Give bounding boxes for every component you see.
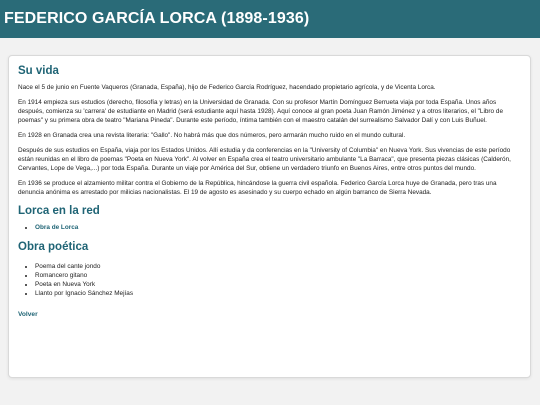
vida-paragraph: Después de sus estudios en España, viaja por los Estados Unidos. Allí estudia y da conferencias en la "University of Columbia" en Nueva York. Sus vivencias de este período están reunidas en el libro de poemas "Poeta en Nueva York". Al volver en España crea el teatro universitario ambulante "La Barraca", que presenta piezas clásicas (Calderón, Cervantes, Lope de Vega,...) por toda España. Durante un viaje por América del Sur, obtiene un verdadero triunfo en Buenos Aires, entre otros puntos del mundo. [18,147,511,172]
vida-paragraph: Nace el 5 de junio en Fuente Vaqueros (Granada, España), hijo de Federico García Rodríguez, hacendado propietario agrícola, y de Vicenta Lorca. [18,84,436,91]
link-obra-de-lorca[interactable]: Obra de Lorca [35,224,79,231]
vida-paragraph: En 1914 empieza sus estudios (derecho, filosofía y letras) en la Universidad de Granada. Con su profesor Martín Domínguez Berrueta viaja por toda España. Unos años después, comienza su 'carrera' de estudiante en Madrid (será estudiante aquí hasta 1928). Aquí conoce al gran poeta Juan Ramón Jiménez y a otros literarios, el "Libro de poemas" y su primera obra de teatro "Mariana Pineda". Durante este período, íntima también con el maestro catalán del surrealismo Salvador Dalí y con Luis Buñuel. [18,99,503,124]
vida-paragraph: En 1936 se produce el alzamiento militar contra el Gobierno de la República, hincándose la guerra civil española. Federico García Lorca huye de Granada, pero tras una denuncia anónima es arrestado por milicias nacionalistas. El 19 de agosto es asesinado y su cuerpo echado en algún barranco de Sierra Nevada. [18,180,497,196]
page-header [0,0,540,38]
section-heading-obra: Obra poética [18,241,89,253]
content-card [8,55,531,378]
section-heading-vida: Su vida [18,65,59,77]
works-list [18,262,521,298]
list-item: • Poeta en Nueva York [35,280,521,289]
links-list [18,223,521,232]
page-title: FEDERICO GARCÍA LORCA (1898-1936) [4,10,310,27]
section-heading-red: Lorca en la red [18,205,100,217]
list-item: • Romancero gitano [35,271,521,280]
vida-paragraph: En 1928 en Granada crea una revista literaria: "Gallo". No habrá más que dos números, pero armarán mucho ruido en el mundo cultural. [18,132,406,139]
back-link[interactable]: Volver [18,311,38,318]
list-item [35,223,521,232]
list-item: • Poema del cante jondo [35,262,521,271]
list-item: • Llanto por Ignacio Sánchez Mejías [35,289,521,298]
